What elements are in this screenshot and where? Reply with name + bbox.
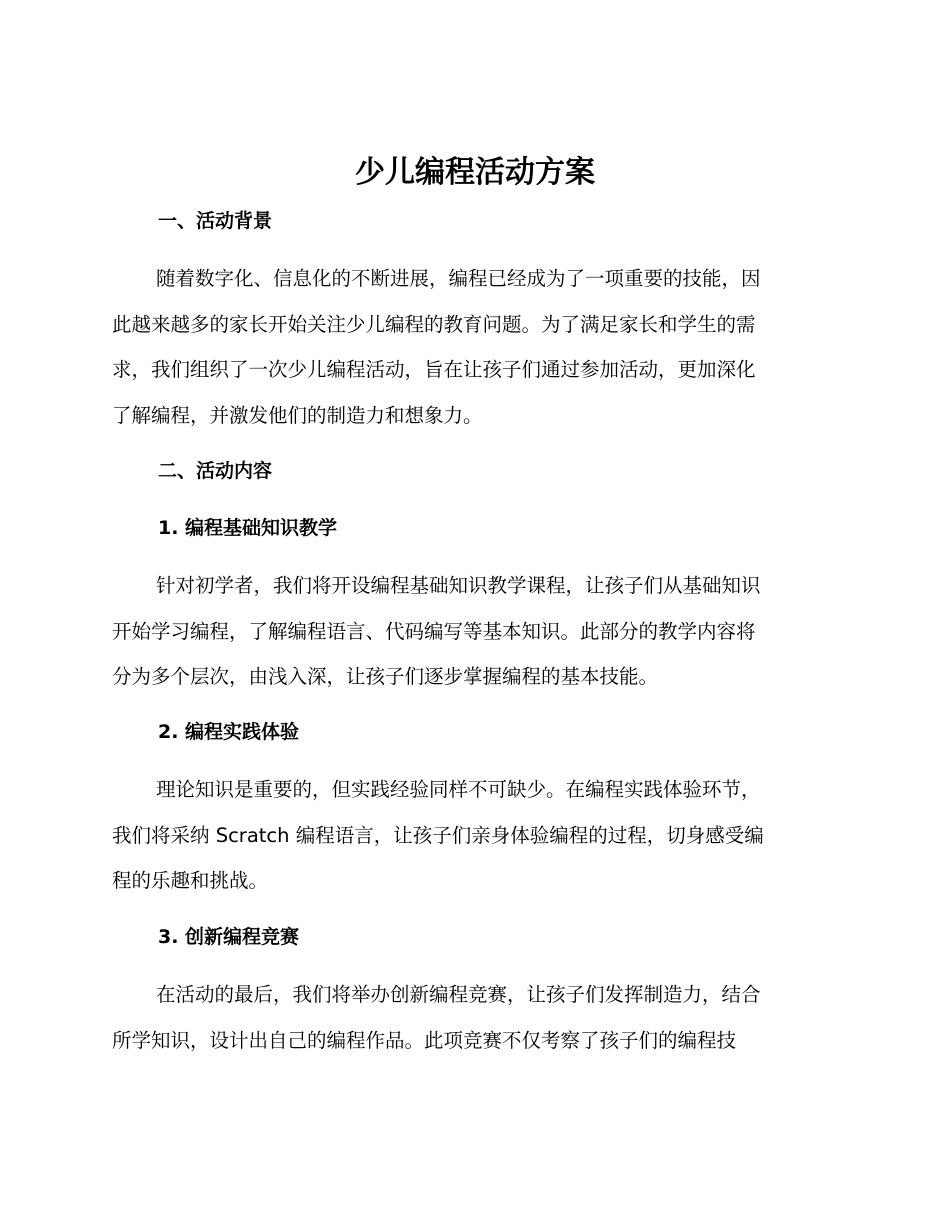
paragraph-basics (112, 563, 838, 700)
paragraph-line: 随着数字化、信息化的不断进展，编程已经成为了一项重要的技能，因 (156, 267, 761, 290)
paragraph-background (112, 256, 838, 438)
paragraph-practice (112, 767, 838, 904)
section-heading-content: 二、活动内容 (158, 460, 273, 482)
paragraph-line: 开始学习编程，了解编程语言、代码编写等基本知识。此部分的教学内容将 (112, 619, 756, 643)
paragraph-line: 程的乐趣和挑战。 (112, 869, 269, 892)
paragraph-competition (112, 972, 838, 1063)
paragraph-line: 在活动的最后，我们将举办创新编程竞赛，让孩子们发挥制造力，结合 (156, 983, 761, 1006)
subheading-competition: 3. 创新编程竞赛 (158, 926, 300, 948)
section-heading-background: 一、活动背景 (158, 210, 273, 232)
subheading-basics: 1. 编程基础知识教学 (158, 517, 338, 539)
paragraph-line: 针对初学者，我们将开设编程基础知识教学课程，让孩子们从基础知识 (156, 574, 761, 597)
paragraph-line: 此越来越多的家长开始关注少儿编程的教育问题。为了满足家长和学生的需 (112, 312, 756, 336)
subheading-practice: 2. 编程实践体验 (158, 721, 300, 743)
paragraph-line: 了解编程，并激发他们的制造力和想象力。 (112, 403, 483, 427)
paragraph-line: 分为多个层次，由浅入深，让孩子们逐步掌握编程的基本技能。 (112, 665, 659, 688)
paragraph-line: 理论知识是重要的，但实践经验同样不可缺少。在编程实践体验环节， (156, 778, 761, 801)
paragraph-line: 所学知识，设计出自己的编程作品。此项竞赛不仅考察了孩子们的编程技 (112, 1028, 737, 1052)
paragraph-line: 求，我们组织了一次少儿编程活动，旨在让孩子们通过参加活动，更加深化 (112, 358, 756, 381)
paragraph-line: 我们将采纳 Scratch 编程语言，让孩子们亲身体验编程的过程，切身感受编 (112, 823, 764, 847)
document-title: 少儿编程活动方案 (355, 155, 595, 190)
